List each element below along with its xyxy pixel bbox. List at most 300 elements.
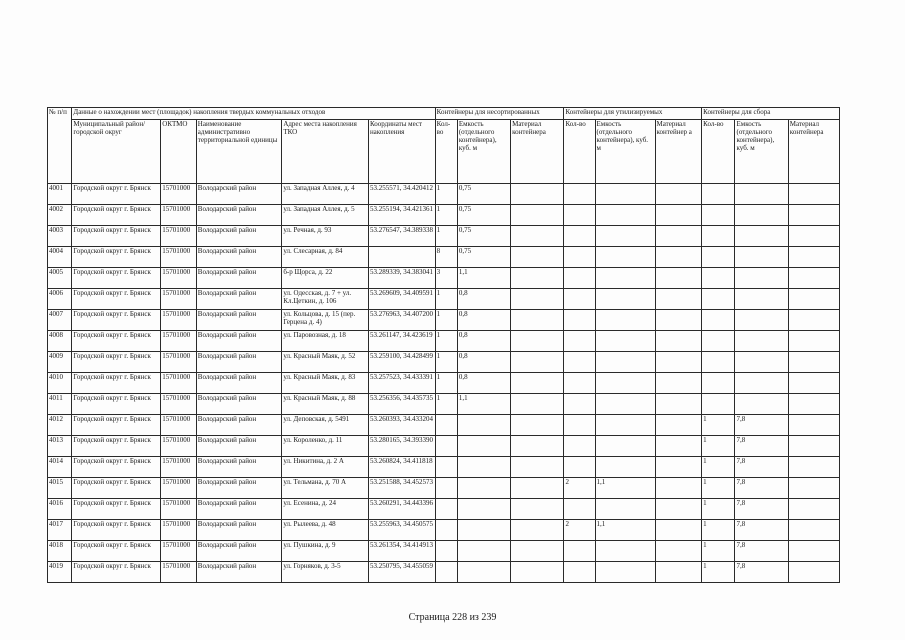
municipality-cell: Городской округ г. Брянск bbox=[72, 310, 161, 331]
non-sorted-volume-cell bbox=[457, 520, 510, 541]
recyclable-material-cell bbox=[655, 415, 702, 436]
district-cell: Володарский район bbox=[196, 310, 282, 331]
header-m3: Материал контейнера bbox=[788, 120, 839, 184]
row-number-cell: 4012 bbox=[48, 415, 72, 436]
recyclable-count-cell bbox=[564, 499, 595, 520]
coordinates-cell: 53.289339, 34.383041 bbox=[368, 268, 435, 289]
non-sorted-material-cell bbox=[511, 205, 564, 226]
non-sorted-material-cell bbox=[511, 520, 564, 541]
header-v3: Емкость (отдельного контейнера), куб. м bbox=[735, 120, 788, 184]
non-sorted-count-cell bbox=[435, 415, 457, 436]
non-sorted-volume-cell: 1,1 bbox=[457, 268, 510, 289]
coordinates-cell: 53.251588, 34.452573 bbox=[368, 478, 435, 499]
recyclable-volume-cell: 1,1 bbox=[595, 520, 655, 541]
district-cell: Володарский район bbox=[196, 373, 282, 394]
address-cell: ул. Паровозная, д. 18 bbox=[282, 331, 369, 352]
recyclable-material-cell bbox=[655, 436, 702, 457]
collection-count-cell bbox=[702, 394, 735, 415]
non-sorted-count-cell: 1 bbox=[435, 226, 457, 247]
address-cell: ул. Кольцова, д. 15 (пер. Герцена д. 4) bbox=[282, 310, 369, 331]
header-v1: Емкость (отдельного контейнера), куб. м bbox=[457, 120, 510, 184]
collection-count-cell: 1 bbox=[702, 415, 735, 436]
oktmo-cell: 15701000 bbox=[161, 457, 197, 478]
non-sorted-count-cell: 8 bbox=[435, 247, 457, 268]
address-cell: ул. Западная Аллея, д. 4 bbox=[282, 184, 369, 205]
table-row bbox=[48, 310, 840, 331]
oktmo-cell: 15701000 bbox=[161, 268, 197, 289]
municipality-cell: Городской округ г. Брянск bbox=[72, 394, 161, 415]
recyclable-count-cell: 2 bbox=[564, 478, 595, 499]
non-sorted-volume-cell bbox=[457, 562, 510, 583]
collection-volume-cell: 7,8 bbox=[735, 499, 788, 520]
collection-count-cell: 1 bbox=[702, 520, 735, 541]
header-adm: Наименование административно территориальной единицы bbox=[196, 120, 282, 184]
non-sorted-material-cell bbox=[511, 247, 564, 268]
non-sorted-material-cell bbox=[511, 268, 564, 289]
non-sorted-volume-cell: 0,75 bbox=[457, 205, 510, 226]
address-cell: ул. Речная, д. 93 bbox=[282, 226, 369, 247]
coordinates-cell bbox=[368, 247, 435, 268]
oktmo-cell: 15701000 bbox=[161, 478, 197, 499]
non-sorted-material-cell bbox=[511, 394, 564, 415]
address-cell: ул. Пушкина, д. 9 bbox=[282, 541, 369, 562]
row-number-cell: 4008 bbox=[48, 331, 72, 352]
row-number-cell: 4010 bbox=[48, 373, 72, 394]
header-coord: Координаты мест накопления bbox=[368, 120, 435, 184]
coordinates-cell: 53.269609, 34.409591 bbox=[368, 289, 435, 310]
header-m2: Материал контейнер а bbox=[655, 120, 702, 184]
collection-material-cell bbox=[788, 394, 839, 415]
oktmo-cell: 15701000 bbox=[161, 499, 197, 520]
recyclable-count-cell: 2 bbox=[564, 520, 595, 541]
district-cell: Володарский район bbox=[196, 289, 282, 310]
recyclable-count-cell bbox=[564, 205, 595, 226]
coordinates-cell: 53.257523, 34.433391 bbox=[368, 373, 435, 394]
table-row bbox=[48, 226, 840, 247]
header-group-collection: Контейнеры для сбора bbox=[702, 108, 840, 120]
collection-volume-cell bbox=[735, 268, 788, 289]
recyclable-material-cell bbox=[655, 268, 702, 289]
non-sorted-count-cell: 1 bbox=[435, 352, 457, 373]
address-cell: ул. Есенина, д. 24 bbox=[282, 499, 369, 520]
municipality-cell: Городской округ г. Брянск bbox=[72, 289, 161, 310]
collection-volume-cell: 7,8 bbox=[735, 520, 788, 541]
table-row bbox=[48, 205, 840, 226]
district-cell: Володарский район bbox=[196, 205, 282, 226]
recyclable-volume-cell bbox=[595, 352, 655, 373]
recyclable-volume-cell bbox=[595, 184, 655, 205]
recyclable-material-cell bbox=[655, 541, 702, 562]
recyclable-material-cell bbox=[655, 184, 702, 205]
header-m1: Материал контейнера bbox=[511, 120, 564, 184]
collection-count-cell: 1 bbox=[702, 562, 735, 583]
municipality-cell: Городской округ г. Брянск bbox=[72, 457, 161, 478]
row-number-cell: 4002 bbox=[48, 205, 72, 226]
collection-volume-cell: 7,8 bbox=[735, 415, 788, 436]
header-k2: Кол-во bbox=[564, 120, 595, 184]
header-mun: Муниципальный район/городской округ bbox=[72, 120, 161, 184]
non-sorted-count-cell bbox=[435, 478, 457, 499]
municipality-cell: Городской округ г. Брянск bbox=[72, 226, 161, 247]
oktmo-cell: 15701000 bbox=[161, 520, 197, 541]
non-sorted-count-cell bbox=[435, 541, 457, 562]
collection-volume-cell: 7,8 bbox=[735, 541, 788, 562]
row-number-cell: 4015 bbox=[48, 478, 72, 499]
district-cell: Володарский район bbox=[196, 226, 282, 247]
non-sorted-material-cell bbox=[511, 436, 564, 457]
non-sorted-count-cell bbox=[435, 499, 457, 520]
district-cell: Володарский район bbox=[196, 331, 282, 352]
row-number-cell: 4011 bbox=[48, 394, 72, 415]
district-cell: Володарский район bbox=[196, 352, 282, 373]
non-sorted-material-cell bbox=[511, 541, 564, 562]
address-cell: ул. Слесарная, д. 84 bbox=[282, 247, 369, 268]
collection-material-cell bbox=[788, 289, 839, 310]
recyclable-count-cell bbox=[564, 184, 595, 205]
collection-volume-cell bbox=[735, 226, 788, 247]
district-cell: Володарский район bbox=[196, 415, 282, 436]
coordinates-cell: 53.259100, 34.428499 bbox=[368, 352, 435, 373]
table-row bbox=[48, 394, 840, 415]
recyclable-material-cell bbox=[655, 352, 702, 373]
collection-material-cell bbox=[788, 352, 839, 373]
recyclable-material-cell bbox=[655, 205, 702, 226]
collection-count-cell: 1 bbox=[702, 499, 735, 520]
address-cell: ул. Западная Аллея, д. 5 bbox=[282, 205, 369, 226]
non-sorted-count-cell: 1 bbox=[435, 184, 457, 205]
non-sorted-material-cell bbox=[511, 226, 564, 247]
recyclable-count-cell bbox=[564, 352, 595, 373]
district-cell: Володарский район bbox=[196, 478, 282, 499]
oktmo-cell: 15701000 bbox=[161, 415, 197, 436]
address-cell: ул. Горняков, д. 3-5 bbox=[282, 562, 369, 583]
row-number-cell: 4001 bbox=[48, 184, 72, 205]
non-sorted-count-cell: 3 bbox=[435, 268, 457, 289]
row-number-cell: 4007 bbox=[48, 310, 72, 331]
non-sorted-material-cell bbox=[511, 289, 564, 310]
non-sorted-volume-cell: 1,1 bbox=[457, 394, 510, 415]
collection-count-cell bbox=[702, 247, 735, 268]
municipality-cell: Городской округ г. Брянск bbox=[72, 184, 161, 205]
header-oktmo: ОКТМО bbox=[161, 120, 197, 184]
address-cell: ул. Никитина, д. 2 А bbox=[282, 457, 369, 478]
district-cell: Володарский район bbox=[196, 562, 282, 583]
municipality-cell: Городской округ г. Брянск bbox=[72, 247, 161, 268]
table-row bbox=[48, 289, 840, 310]
coordinates-cell: 53.260824, 34.411818 bbox=[368, 457, 435, 478]
coordinates-cell: 53.261147, 34.423619 bbox=[368, 331, 435, 352]
recyclable-volume-cell bbox=[595, 310, 655, 331]
header-k1: Кол-во bbox=[435, 120, 457, 184]
oktmo-cell: 15701000 bbox=[161, 394, 197, 415]
district-cell: Володарский район bbox=[196, 394, 282, 415]
row-number-cell: 4003 bbox=[48, 226, 72, 247]
non-sorted-volume-cell: 0,8 bbox=[457, 352, 510, 373]
recyclable-count-cell bbox=[564, 415, 595, 436]
collection-count-cell bbox=[702, 289, 735, 310]
collection-count-cell bbox=[702, 205, 735, 226]
table-row bbox=[48, 457, 840, 478]
recyclable-material-cell bbox=[655, 499, 702, 520]
coordinates-cell: 53.276547, 34.389338 bbox=[368, 226, 435, 247]
oktmo-cell: 15701000 bbox=[161, 562, 197, 583]
row-number-cell: 4016 bbox=[48, 499, 72, 520]
oktmo-cell: 15701000 bbox=[161, 184, 197, 205]
collection-volume-cell: 7,8 bbox=[735, 436, 788, 457]
recyclable-volume-cell bbox=[595, 562, 655, 583]
recyclable-count-cell bbox=[564, 457, 595, 478]
address-cell: б-р Щорса, д. 22 bbox=[282, 268, 369, 289]
collection-material-cell bbox=[788, 268, 839, 289]
table-row bbox=[48, 184, 840, 205]
row-number-cell: 4013 bbox=[48, 436, 72, 457]
municipality-cell: Городской округ г. Брянск bbox=[72, 562, 161, 583]
district-cell: Володарский район bbox=[196, 499, 282, 520]
row-number-cell: 4005 bbox=[48, 268, 72, 289]
recyclable-volume-cell bbox=[595, 331, 655, 352]
non-sorted-material-cell bbox=[511, 457, 564, 478]
non-sorted-volume-cell: 0,8 bbox=[457, 331, 510, 352]
table-row bbox=[48, 499, 840, 520]
table-row bbox=[48, 541, 840, 562]
table-body bbox=[48, 184, 840, 583]
district-cell: Володарский район bbox=[196, 268, 282, 289]
table-row bbox=[48, 373, 840, 394]
collection-volume-cell bbox=[735, 310, 788, 331]
table-row bbox=[48, 520, 840, 541]
collection-volume-cell bbox=[735, 394, 788, 415]
non-sorted-count-cell: 1 bbox=[435, 373, 457, 394]
recyclable-volume-cell bbox=[595, 205, 655, 226]
collection-volume-cell: 7,8 bbox=[735, 562, 788, 583]
non-sorted-count-cell: 1 bbox=[435, 394, 457, 415]
header-addr: Адрес места накопления ТКО bbox=[282, 120, 369, 184]
non-sorted-volume-cell bbox=[457, 478, 510, 499]
recyclable-material-cell bbox=[655, 226, 702, 247]
municipality-cell: Городской округ г. Брянск bbox=[72, 436, 161, 457]
non-sorted-material-cell bbox=[511, 478, 564, 499]
non-sorted-material-cell bbox=[511, 184, 564, 205]
recyclable-volume-cell bbox=[595, 415, 655, 436]
non-sorted-material-cell bbox=[511, 499, 564, 520]
municipality-cell: Городской округ г. Брянск bbox=[72, 268, 161, 289]
district-cell: Володарский район bbox=[196, 247, 282, 268]
table-row bbox=[48, 331, 840, 352]
municipality-cell: Городской округ г. Брянск bbox=[72, 499, 161, 520]
address-cell: ул. Рылеева, д. 48 bbox=[282, 520, 369, 541]
municipality-cell: Городской округ г. Брянск bbox=[72, 415, 161, 436]
recyclable-material-cell bbox=[655, 310, 702, 331]
coordinates-cell: 53.276963, 34.407200 bbox=[368, 310, 435, 331]
collection-count-cell bbox=[702, 184, 735, 205]
non-sorted-count-cell: 1 bbox=[435, 310, 457, 331]
collection-material-cell bbox=[788, 415, 839, 436]
non-sorted-volume-cell bbox=[457, 457, 510, 478]
header-k3: Кол-во bbox=[702, 120, 735, 184]
collection-count-cell: 1 bbox=[702, 478, 735, 499]
non-sorted-volume-cell bbox=[457, 541, 510, 562]
district-cell: Володарский район bbox=[196, 436, 282, 457]
collection-material-cell bbox=[788, 310, 839, 331]
non-sorted-count-cell: 1 bbox=[435, 205, 457, 226]
collection-count-cell bbox=[702, 331, 735, 352]
recyclable-count-cell bbox=[564, 226, 595, 247]
recyclable-count-cell bbox=[564, 436, 595, 457]
collection-material-cell bbox=[788, 436, 839, 457]
recyclable-material-cell bbox=[655, 562, 702, 583]
recyclable-count-cell bbox=[564, 247, 595, 268]
header-num: № п/п bbox=[48, 108, 72, 184]
row-number-cell: 4018 bbox=[48, 541, 72, 562]
table-row bbox=[48, 352, 840, 373]
collection-material-cell bbox=[788, 520, 839, 541]
collection-count-cell bbox=[702, 268, 735, 289]
coordinates-cell: 53.255194, 34.421361 bbox=[368, 205, 435, 226]
recyclable-count-cell bbox=[564, 394, 595, 415]
collection-material-cell bbox=[788, 457, 839, 478]
row-number-cell: 4019 bbox=[48, 562, 72, 583]
recyclable-volume-cell bbox=[595, 457, 655, 478]
address-cell: ул. Красный Маяк, д. 83 bbox=[282, 373, 369, 394]
non-sorted-volume-cell bbox=[457, 499, 510, 520]
non-sorted-volume-cell: 0,8 bbox=[457, 310, 510, 331]
municipality-cell: Городской округ г. Брянск bbox=[72, 541, 161, 562]
collection-count-cell bbox=[702, 373, 735, 394]
district-cell: Володарский район bbox=[196, 541, 282, 562]
non-sorted-material-cell bbox=[511, 352, 564, 373]
recyclable-count-cell bbox=[564, 310, 595, 331]
recyclable-volume-cell bbox=[595, 394, 655, 415]
collection-volume-cell bbox=[735, 373, 788, 394]
recyclable-material-cell bbox=[655, 478, 702, 499]
municipality-cell: Городской округ г. Брянск bbox=[72, 331, 161, 352]
non-sorted-count-cell: 1 bbox=[435, 289, 457, 310]
coordinates-cell: 53.280165, 34.393390 bbox=[368, 436, 435, 457]
collection-material-cell bbox=[788, 205, 839, 226]
oktmo-cell: 15701000 bbox=[161, 310, 197, 331]
header-group-non-sorted: Контейнеры для несортированных bbox=[435, 108, 564, 120]
recyclable-volume-cell bbox=[595, 373, 655, 394]
non-sorted-material-cell bbox=[511, 331, 564, 352]
collection-volume-cell bbox=[735, 247, 788, 268]
oktmo-cell: 15701000 bbox=[161, 331, 197, 352]
non-sorted-count-cell bbox=[435, 562, 457, 583]
table-row bbox=[48, 415, 840, 436]
header-v2: Емкость (отдельного контейнера), куб. м bbox=[595, 120, 655, 184]
collection-count-cell bbox=[702, 226, 735, 247]
collection-material-cell bbox=[788, 478, 839, 499]
collection-volume-cell bbox=[735, 184, 788, 205]
oktmo-cell: 15701000 bbox=[161, 373, 197, 394]
recyclable-material-cell bbox=[655, 520, 702, 541]
collection-volume-cell bbox=[735, 331, 788, 352]
address-cell: ул. Одесская, д. 7 + ул. Кл.Цеткин, д. 106 bbox=[282, 289, 369, 310]
collection-count-cell bbox=[702, 310, 735, 331]
collection-material-cell bbox=[788, 499, 839, 520]
recyclable-volume-cell bbox=[595, 436, 655, 457]
oktmo-cell: 15701000 bbox=[161, 226, 197, 247]
collection-material-cell bbox=[788, 184, 839, 205]
oktmo-cell: 15701000 bbox=[161, 289, 197, 310]
recyclable-material-cell bbox=[655, 289, 702, 310]
table-row bbox=[48, 436, 840, 457]
coordinates-cell: 53.250795, 34.455059 bbox=[368, 562, 435, 583]
district-cell: Володарский район bbox=[196, 184, 282, 205]
row-number-cell: 4006 bbox=[48, 289, 72, 310]
district-cell: Володарский район bbox=[196, 520, 282, 541]
municipality-cell: Городской округ г. Брянск bbox=[72, 205, 161, 226]
non-sorted-volume-cell: 0,75 bbox=[457, 226, 510, 247]
oktmo-cell: 15701000 bbox=[161, 205, 197, 226]
non-sorted-material-cell bbox=[511, 310, 564, 331]
table-row bbox=[48, 562, 840, 583]
row-number-cell: 4004 bbox=[48, 247, 72, 268]
row-number-cell: 4017 bbox=[48, 520, 72, 541]
non-sorted-material-cell bbox=[511, 562, 564, 583]
address-cell: ул. Красный Маяк, д. 52 bbox=[282, 352, 369, 373]
municipality-cell: Городской округ г. Брянск bbox=[72, 520, 161, 541]
non-sorted-count-cell bbox=[435, 457, 457, 478]
coordinates-cell: 53.260393, 34.433204 bbox=[368, 415, 435, 436]
recyclable-count-cell bbox=[564, 289, 595, 310]
recyclable-volume-cell bbox=[595, 247, 655, 268]
recyclable-count-cell bbox=[564, 562, 595, 583]
address-cell: ул. Красный Маяк, д. 88 bbox=[282, 394, 369, 415]
recyclable-volume-cell bbox=[595, 541, 655, 562]
coordinates-cell: 53.255571, 34.420412 bbox=[368, 184, 435, 205]
collection-material-cell bbox=[788, 562, 839, 583]
coordinates-cell: 53.260291, 34.443396 bbox=[368, 499, 435, 520]
coordinates-cell: 53.261354, 34.414913 bbox=[368, 541, 435, 562]
recyclable-count-cell bbox=[564, 373, 595, 394]
district-cell: Володарский район bbox=[196, 457, 282, 478]
collection-count-cell: 1 bbox=[702, 541, 735, 562]
header-group-location: Данные о нахождении мест (площадок) накопления твердых коммунальных отходов bbox=[72, 108, 435, 120]
coordinates-cell: 53.255963, 34.450575 bbox=[368, 520, 435, 541]
recyclable-count-cell bbox=[564, 268, 595, 289]
waste-sites-table bbox=[47, 107, 840, 583]
row-number-cell: 4009 bbox=[48, 352, 72, 373]
recyclable-volume-cell bbox=[595, 226, 655, 247]
row-number-cell: 4014 bbox=[48, 457, 72, 478]
recyclable-material-cell bbox=[655, 457, 702, 478]
address-cell: ул. Деповская, д. 5491 bbox=[282, 415, 369, 436]
collection-volume-cell bbox=[735, 205, 788, 226]
collection-volume-cell bbox=[735, 352, 788, 373]
recyclable-material-cell bbox=[655, 247, 702, 268]
recyclable-count-cell bbox=[564, 541, 595, 562]
recyclable-material-cell bbox=[655, 331, 702, 352]
recyclable-material-cell bbox=[655, 394, 702, 415]
table-row bbox=[48, 478, 840, 499]
oktmo-cell: 15701000 bbox=[161, 436, 197, 457]
collection-count-cell bbox=[702, 352, 735, 373]
non-sorted-volume-cell bbox=[457, 436, 510, 457]
page-number: Страница 228 из 239 bbox=[408, 612, 497, 623]
recyclable-volume-cell bbox=[595, 499, 655, 520]
table-row bbox=[48, 247, 840, 268]
address-cell: ул. Короленко, д. 11 bbox=[282, 436, 369, 457]
oktmo-cell: 15701000 bbox=[161, 541, 197, 562]
non-sorted-volume-cell: 0,8 bbox=[457, 373, 510, 394]
address-cell: ул. Тельмана, д. 70 А bbox=[282, 478, 369, 499]
oktmo-cell: 15701000 bbox=[161, 247, 197, 268]
non-sorted-volume-cell: 0,75 bbox=[457, 247, 510, 268]
municipality-cell: Городской округ г. Брянск bbox=[72, 478, 161, 499]
collection-volume-cell: 7,8 bbox=[735, 478, 788, 499]
collection-material-cell bbox=[788, 373, 839, 394]
collection-volume-cell bbox=[735, 289, 788, 310]
